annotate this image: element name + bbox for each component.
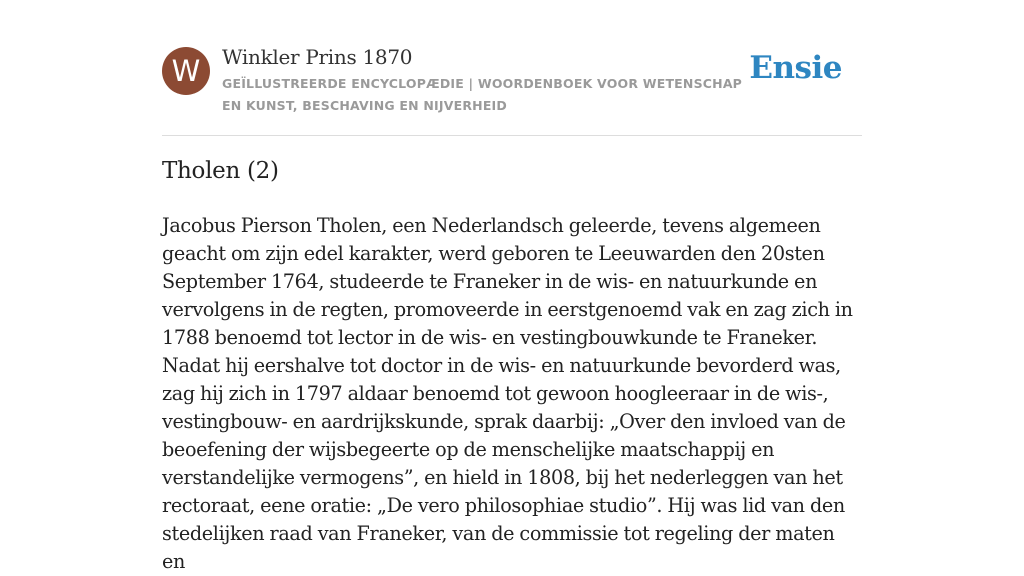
header-divider	[162, 135, 862, 136]
article-body: Jacobus Pierson Tholen, een Nederlandsch geleerde, tevens algemeen geacht om zijn edel karakter, werd geboren te Leeuwarden den 20sten September 1764, studeerde te Franeker in de wis- en natuurkunde en vervolgens in de regten, promoveerde in eerstgenoemd vak en zag zich in 1788 benoemd tot lector in de wis- en vestingbouwkunde te Franeker. Nadat hij eershalve tot doctor in de wis- en natuurkunde bevorderd was, zag hij zich in 1797 aldaar benoemd tot gewoon hoogleeraar in de wis-, vestingbouw- en aardrijkskunde, sprak daarbij: „Over den invloed van de beoefening der wijsbegeerte op de menschelijke maatschappij en verstandelijke vermogens”, en hield in 1808, bij het nederleggen van het rectoraat, eene oratie: „De vero philosophiae studio”. Hij was lid van den stedelijken raad van Franeker, van de commissie tot regeling der maten en	[162, 214, 853, 573]
source-title[interactable]: Winkler Prins 1870	[222, 45, 413, 69]
avatar[interactable]: W	[162, 47, 210, 95]
article-title: Tholen (2)	[162, 158, 279, 184]
source-header	[162, 44, 862, 136]
brand-logo[interactable]: Ensie	[749, 50, 842, 86]
source-subtitle: GEÏLLUSTREERDE ENCYCLOPÆDIE | WOORDENBOEK VOOR WETENSCHAP EN KUNST, BESCHAVING EN NIJVERHEID	[222, 76, 743, 113]
